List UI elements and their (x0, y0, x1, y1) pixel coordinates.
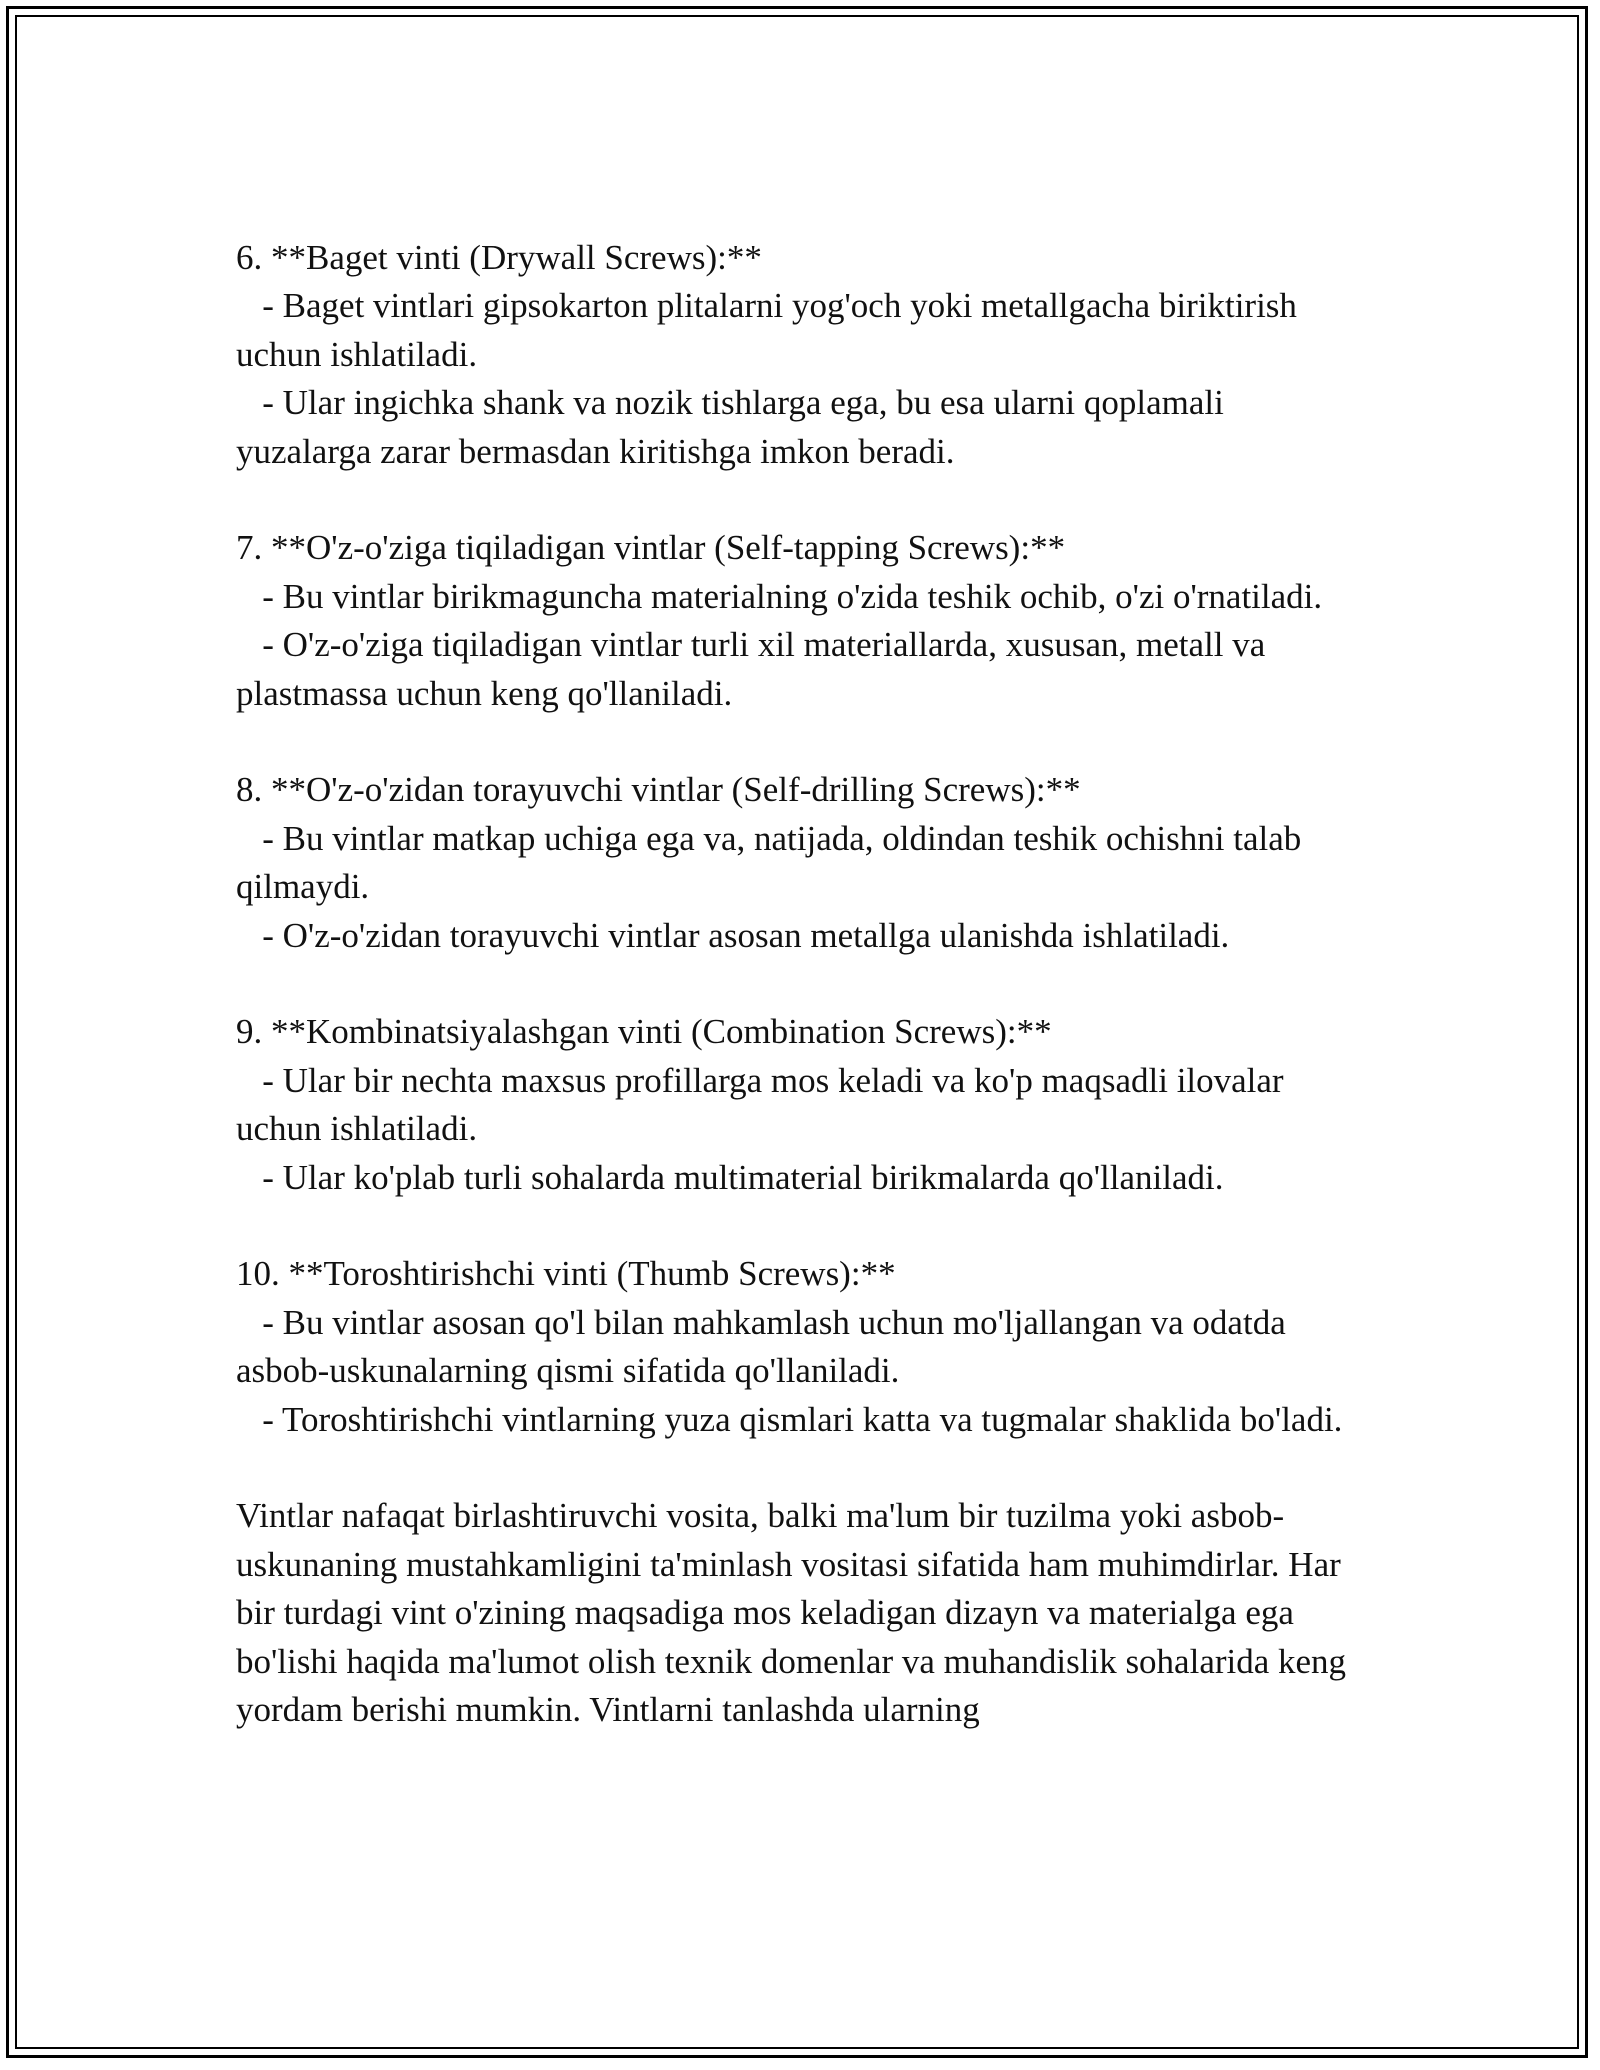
closing-paragraph: Vintlar nafaqat birlashtiruvchi vosita, balki ma'lum bir tuzilma yoki asbob-uskunaning mustahkamligini ta'minlash vositasi sifatida ham muhimdirlar. Har bir turdagi vint o'zining maqsadiga mos keladigan dizayn va materialga ega bo'lishi haqida ma'lumot olish texnik domenlar va muhandislik sohalarida keng yordam berishi mumkin. Vintlarni tanlashda ularning (236, 1496, 1355, 1730)
bullet-item: - Toroshtirishchi vintlarning yuza qismlari katta va tugmalar shaklida bo'ladi. (262, 1399, 1343, 1439)
section-thumb-screws (236, 1250, 1366, 1444)
bullet-item: - Ular bir nechta maxsus profillarga mos keladi va ko'p maqsadli ilovalar uchun ishlatiladi. (236, 1060, 1293, 1149)
section-drywall-screws (236, 234, 1366, 476)
bullet-item: - Bu vintlar asosan qo'l bilan mahkamlash uchun mo'ljallangan va odatda asbob-uskunalarning qismi sifatida qo'llaniladi. (236, 1302, 1295, 1391)
bullet-item: - Bu vintlar matkap uchiga ega va, natijada, oldindan teshik ochishni talab qilmaydi. (236, 818, 1311, 907)
section-heading: 6. **Baget vinti (Drywall Screws):** (236, 238, 762, 277)
section-heading: 10. **Toroshtirishchi vinti (Thumb Screws):** (236, 1254, 896, 1294)
bullet-item: - Baget vintlari gipsokarton plitalarni yog'och yoki metallgacha biriktirish uchun ishlatiladi. (236, 286, 1306, 374)
document-body (236, 234, 1366, 1735)
section-heading: 7. **O'z-o'ziga tiqiladigan vintlar (Self-tapping Screws):** (236, 528, 1066, 568)
section-self-drilling-screws (236, 766, 1366, 960)
bullet-item: - Ular ingichka shank va nozik tishlarga ega, bu esa ularni qoplamali yuzalarga zarar bermasdan kiritishga imkon beradi. (236, 383, 1233, 471)
section-heading: 8. **O'z-o'zidan torayuvchi vintlar (Self-drilling Screws):** (236, 770, 1081, 810)
bullet-item: - O'z-o'zidan torayuvchi vintlar asosan metallga ulanishda ishlatiladi. (262, 915, 1230, 955)
bullet-item: - O'z-o'ziga tiqiladigan vintlar turli xil materiallarda, xususan, metall va plastmassa uchun keng qo'llaniladi. (236, 625, 1274, 713)
section-self-tapping-screws (236, 524, 1366, 718)
section-heading: 9. **Kombinatsiyalashgan vinti (Combination Screws):** (236, 1012, 1052, 1052)
section-combination-screws (236, 1008, 1366, 1202)
bullet-item: - Ular ko'plab turli sohalarda multimaterial birikmalarda qo'llaniladi. (262, 1157, 1224, 1197)
bullet-item: - Bu vintlar birikmaguncha materialning o'zida teshik ochib, o'zi o'rnatiladi. (262, 576, 1323, 616)
